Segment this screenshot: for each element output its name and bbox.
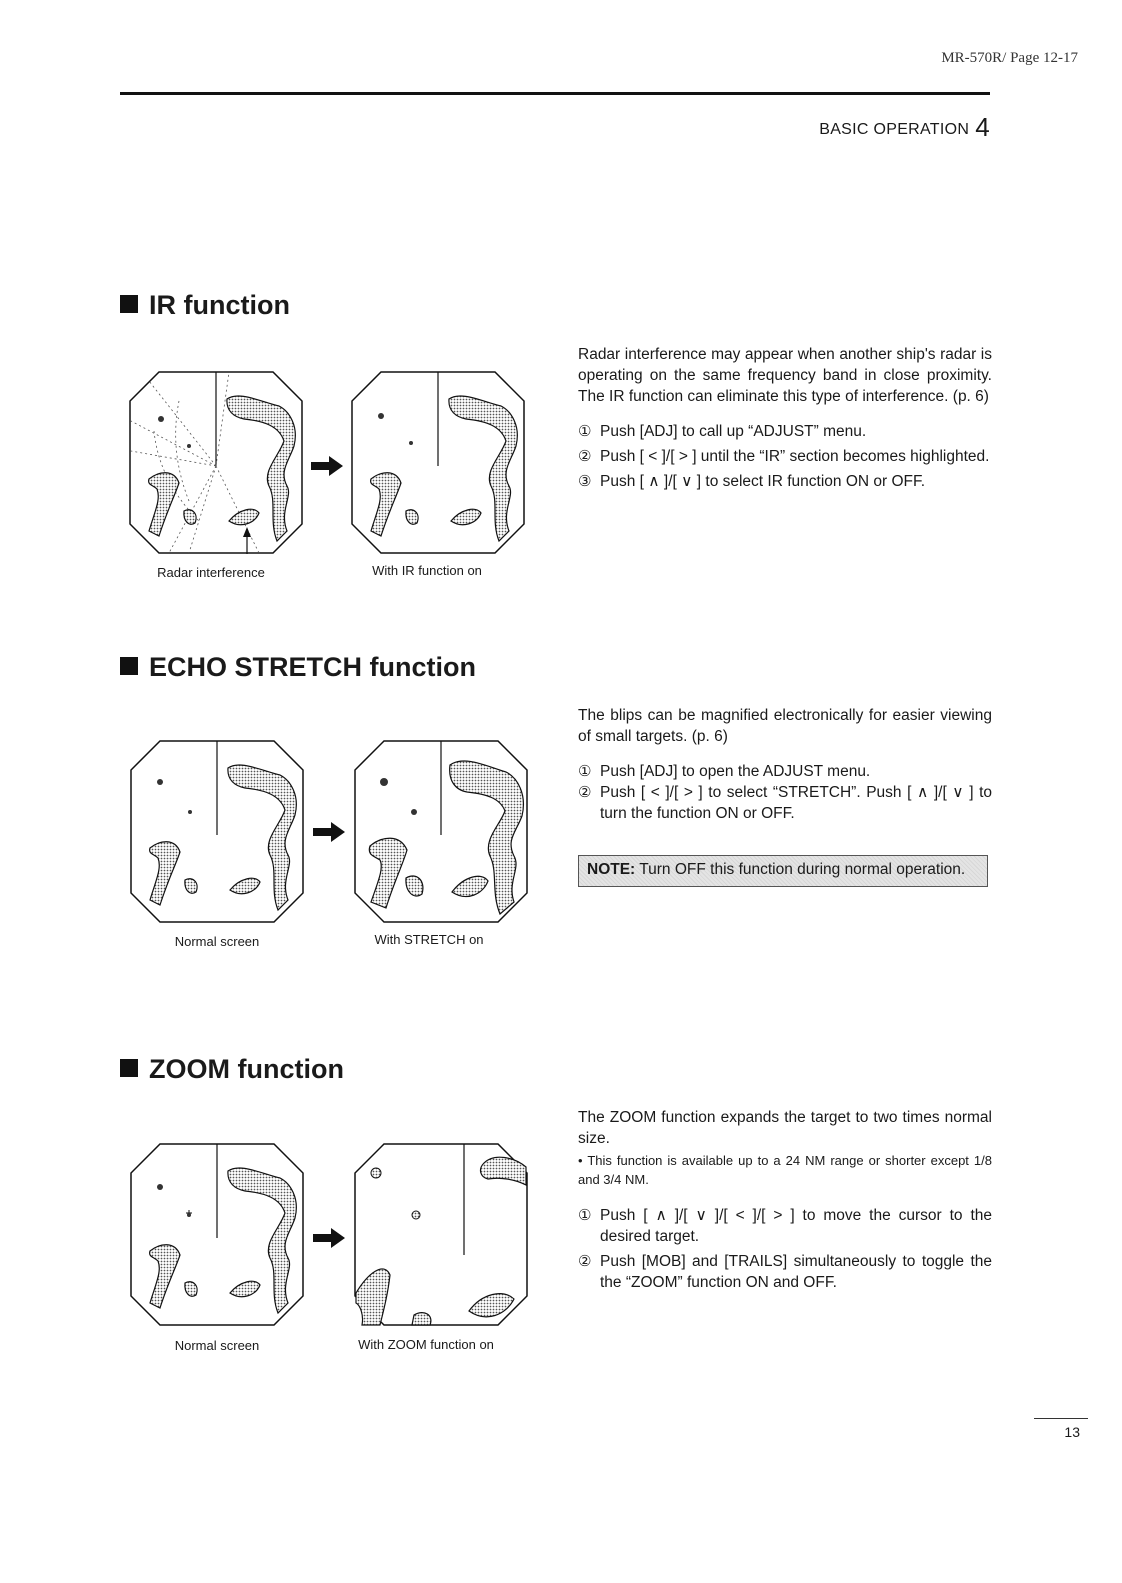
ir-step: ② Push [ < ]/[ > ] until the “IR” section becomes highlighted.	[578, 448, 990, 465]
stretch-step: ② Push [ < ]/[ > ] to select “STRETCH”. Push [ ∧ ]/[ ∨ ] to turn the function ON or OFF.	[578, 784, 992, 822]
zoom-step: ② Push [MOB] and [TRAILS] simultaneously to toggle the the “ZOOM” function ON and OFF.	[578, 1253, 992, 1291]
chapter-title: BASIC OPERATION	[819, 121, 970, 138]
zoom-section-title: ZOOM function	[120, 1054, 344, 1085]
ir-description: Radar interference may appear when another ship's radar is operating on the same frequency band in close proximity. The IR function can eliminate this type of interference. (p. 6)	[578, 346, 992, 405]
note-label: NOTE:	[587, 861, 636, 878]
zoom-description: The ZOOM function expands the target to two times normal size.	[578, 1109, 992, 1147]
section-bullet-icon	[120, 295, 138, 313]
page-number-rule	[1034, 1418, 1088, 1419]
ir-radar-function-on-figure	[351, 371, 525, 554]
zoom-description-block	[578, 1107, 992, 1293]
note-text: Turn OFF this function during normal operation.	[639, 861, 966, 878]
stretch-radar-normal-figure	[130, 740, 304, 923]
zoom-step: ① Push [ ∧ ]/[ ∨ ]/[ < ]/[ > ] to move the cursor to the desired target.	[578, 1207, 992, 1245]
zoom-bullet-note: • This function is available up to a 24 NM range or shorter except 1/8 and 3/4 NM.	[578, 1153, 992, 1187]
stretch-caption-right: With STRETCH on	[374, 932, 484, 947]
stretch-steps	[578, 761, 992, 824]
stretch-section-title: ECHO STRETCH function	[120, 652, 476, 683]
section-bullet-icon	[120, 657, 138, 675]
zoom-steps	[578, 1205, 992, 1293]
fax-header-mark: MR-570R/ Page 12-17	[941, 50, 1078, 66]
zoom-radar-on-figure	[354, 1143, 528, 1326]
ir-caption-right: With IR function on	[372, 563, 482, 578]
ir-section-title: IR function	[120, 290, 290, 321]
stretch-transition-arrow-icon	[313, 822, 345, 842]
ir-description-block	[578, 344, 992, 492]
ir-transition-arrow-icon	[311, 456, 343, 476]
stretch-caption-left: Normal screen	[174, 934, 260, 949]
ir-steps	[578, 421, 992, 492]
ir-caption-left: Radar interference	[157, 565, 265, 580]
header-rule	[120, 92, 990, 95]
chapter-number: 4	[975, 112, 990, 142]
stretch-step: ① Push [ADJ] to open the ADJUST menu.	[578, 763, 871, 780]
chapter-heading	[819, 112, 990, 143]
stretch-description-block	[578, 705, 992, 824]
ir-step: ③ Push [ ∧ ]/[ ∨ ] to select IR function ON or OFF.	[578, 473, 926, 490]
stretch-description: The blips can be magnified electronically for easier viewing of small targets. (p. 6)	[578, 707, 992, 745]
zoom-radar-normal-figure	[130, 1143, 304, 1326]
zoom-caption-right: With ZOOM function on	[358, 1337, 494, 1352]
ir-step: ① Push [ADJ] to call up “ADJUST” menu.	[578, 423, 867, 440]
stretch-note-box	[578, 855, 988, 887]
zoom-transition-arrow-icon	[313, 1228, 345, 1248]
zoom-caption-left: Normal screen	[174, 1338, 260, 1353]
page-number: 13	[1064, 1424, 1080, 1440]
section-bullet-icon	[120, 1059, 138, 1077]
stretch-radar-on-figure	[354, 740, 528, 923]
ir-radar-interference-figure	[129, 371, 303, 554]
